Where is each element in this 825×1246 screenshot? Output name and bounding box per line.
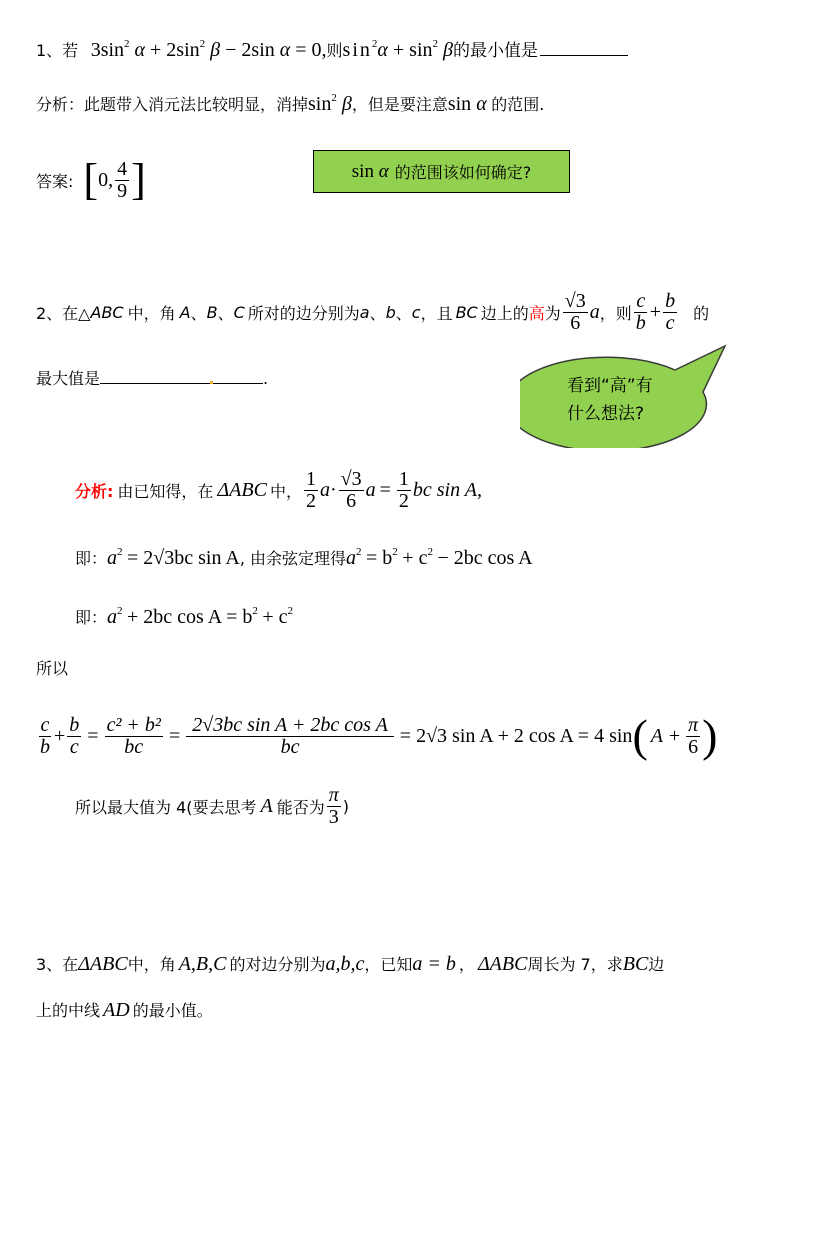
q2-derivation: $\frac{c}{b}$ + $\frac{b}{c}$ = $\frac{\text{c² + b²}}{bc}$ = $\frac{\text{2√3bc sin A + 2bc cos A}}{bc}$ = 2√3 sin A + 2 cos A = 4 sin ( A + $\frac{\pi}{6}$ ) <box>40 710 718 761</box>
hint-note-box: sin α 的范围该如何确定? <box>313 150 570 193</box>
q1-target-expr: $\sin^2\alpha + \sin^2 \beta$ <box>342 38 453 61</box>
q2-step1: 即：$a^2 = 2√3bc$ sin A, 由余弦定理得$a^2 = b^2 + c^2 - 2bc$ cos A <box>75 546 533 569</box>
q2-question-line1: 2、在△ ABC 中，角 A 、 B 、 C 所对的边分别为 a 、 b 、 c ，且 BC 边上的 高 为 $\frac{√3}{6}$ a ，则 $\frac{c}{b}$ + $\frac{b}{c}$ 的 <box>36 289 710 334</box>
answer-interval: [ 0, $\frac{4}{9}$ ] <box>83 155 146 204</box>
q1-answer <box>36 150 146 210</box>
q1-analysis: 分析：此题带入消元法比较明显，消掉$\sin^2 \beta$，但是要注意sin α 的范围. <box>36 92 545 115</box>
q3-question-line1: 3、在ΔABC中，角 A,B,C 的对边分别为a,b,c，已知a = b ， ΔABC周长为 7，求BC边 <box>36 953 665 975</box>
highlight-gao: 高 <box>528 303 545 323</box>
q1-question: 1、若 $3\sin^2$ $\alpha + 2\sin^2$ β − 2sin α = 0,则$\sin^2\alpha + \sin^2 \beta$的最小值是 <box>36 36 628 62</box>
q2-analysis: 分析: 由已知得，在 ΔABC 中， $\frac{1}{2}$ a · $\frac{√3}{6}$ a = $\frac{1}{2}$ bc sin A, <box>75 467 482 512</box>
q1-number: 1、若 <box>36 41 79 60</box>
q2-question-line2: 最大值是 . <box>36 369 269 388</box>
q1-answer-blank <box>540 39 628 56</box>
q2-answer-blank <box>100 367 210 384</box>
q2-step2: 即：$a^2 + 2bc$ $\cos A = b^2 + c^2$ <box>75 605 294 628</box>
q1-equation: $3\sin^2$ $\alpha + 2\sin^2$ β − 2sin α = 0, <box>90 38 327 61</box>
q2-conclusion: 所以最大值为 4(要去思考 A 能否为 $\frac{\pi}{3}$ ) <box>75 783 350 828</box>
q2-therefore: 所以 <box>36 659 69 678</box>
height-fraction: $\frac{√3}{6}$ <box>564 289 586 334</box>
speech-bubble-text: 看到“高”有 什么想法? <box>567 376 653 424</box>
answer-label: 答案: <box>36 171 74 191</box>
analysis-label: 分析: <box>75 481 114 501</box>
q3-question-line2: 上的中线 AD 的最小值。 <box>36 999 213 1021</box>
